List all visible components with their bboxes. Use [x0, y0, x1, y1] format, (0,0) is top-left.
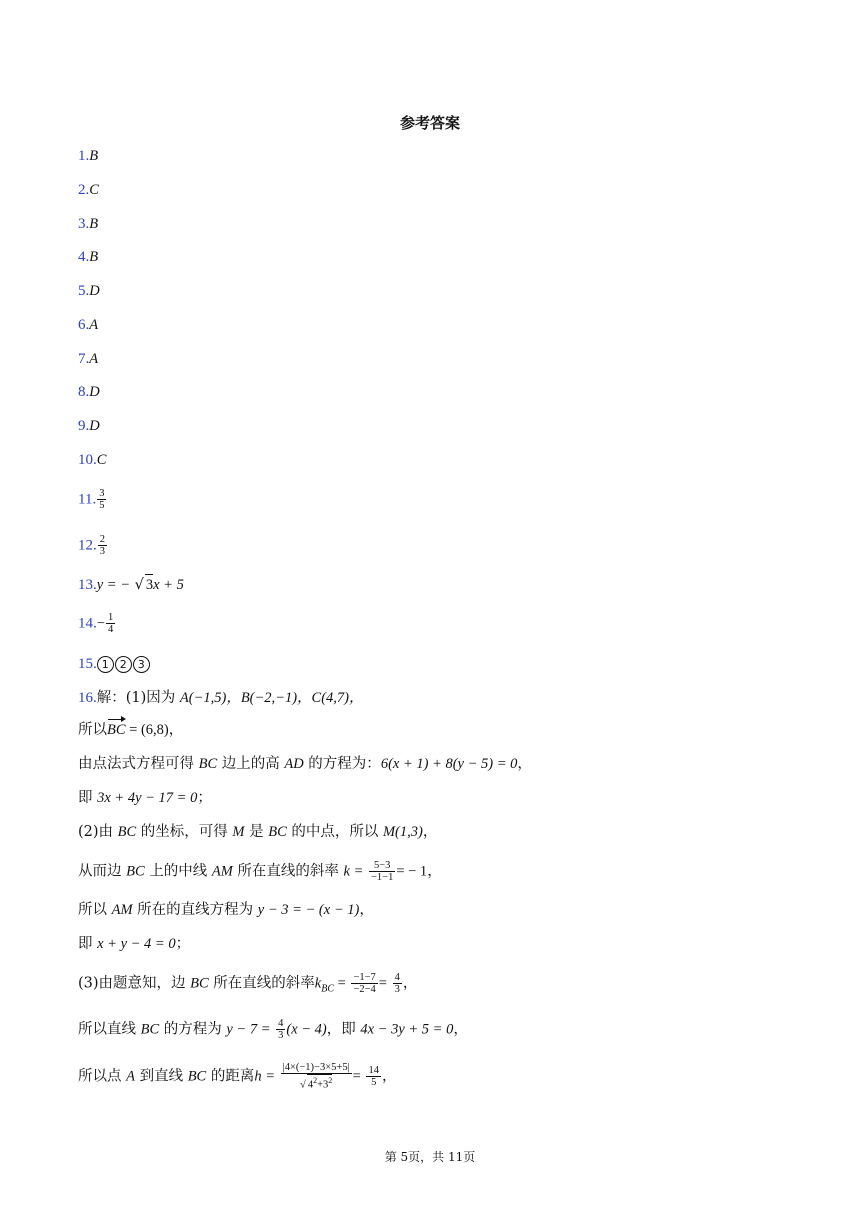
q16-line-6: 从而边 BC 上的中线 AM 所在直线的斜率 k = $\frac{5-3}{-1-1}$ = − 1， — [78, 860, 442, 883]
answer-15: 15. 1 2 3 — [78, 654, 151, 674]
answer-14: 14.− $\frac{1}{4}$ — [78, 612, 114, 635]
answer-13: 13.y = − √ 3x + 5 — [78, 574, 184, 595]
answer-3: 3.B — [78, 216, 99, 232]
answer-12: 12. $\frac{2}{3}$ — [78, 534, 105, 557]
answer-9: 9.D — [78, 418, 100, 434]
answer-7: 7.A — [78, 351, 99, 367]
q16-line-5: (2)由 BC 的坐标，可得 M 是 BC 的中点，所以 M(1,3)， — [78, 824, 438, 840]
answer-8: 8.D — [78, 384, 100, 400]
q16-line-7: 所以 AM 所在的直线方程为 y − 3 = − (x − 1)， — [78, 902, 374, 918]
page-footer: 第 5页，共 11页 — [384, 1150, 476, 1164]
q16-line-1: 16.解：(1)因为 A(−1,5)，B(−2,−1)，C(4,7)， — [78, 690, 364, 706]
page-title: 参考答案 — [399, 114, 460, 132]
answer-5: 5.D — [78, 283, 100, 299]
q16-line-2: 所以BC = (6,8)， — [78, 722, 184, 738]
answer-1: 1.B — [78, 148, 99, 164]
answer-6: 6.A — [78, 317, 99, 333]
q16-line-9: (3)由题意知，边 BC 所在直线的斜率$k_{BC}$ = $\frac{-1-7}{-2-4}$ = $\frac{4}{3}$ ， — [78, 972, 418, 995]
q16-line-11: 所以点 A 到直线 BC 的距离h = $\frac{|4\times(-1)-3\times 5+5|}{√ 4^2+3^2}$ = $\frac{14}{5}$ ， — [78, 1062, 397, 1091]
answer-4: 4.B — [78, 249, 99, 265]
q16-line-10: 所以直线 BC 的方程为 y − 7 = $\frac{4}{3}$ (x − 4)，即 4x − 3y + 5 = 0， — [78, 1018, 468, 1041]
answer-2: 2.C — [78, 182, 99, 198]
answer-11: 11. $\frac{3}{5}$ — [78, 488, 105, 511]
answer-10: 10.C — [78, 452, 107, 468]
q16-line-3: 由点法式方程可得 BC 边上的高 AD 的方程为：6(x + 1) + 8(y − 5) = 0， — [78, 756, 532, 772]
q16-line-8: 即 x + y − 4 = 0； — [78, 936, 191, 952]
q16-line-4: 即 3x + 4y − 17 = 0； — [78, 790, 212, 806]
